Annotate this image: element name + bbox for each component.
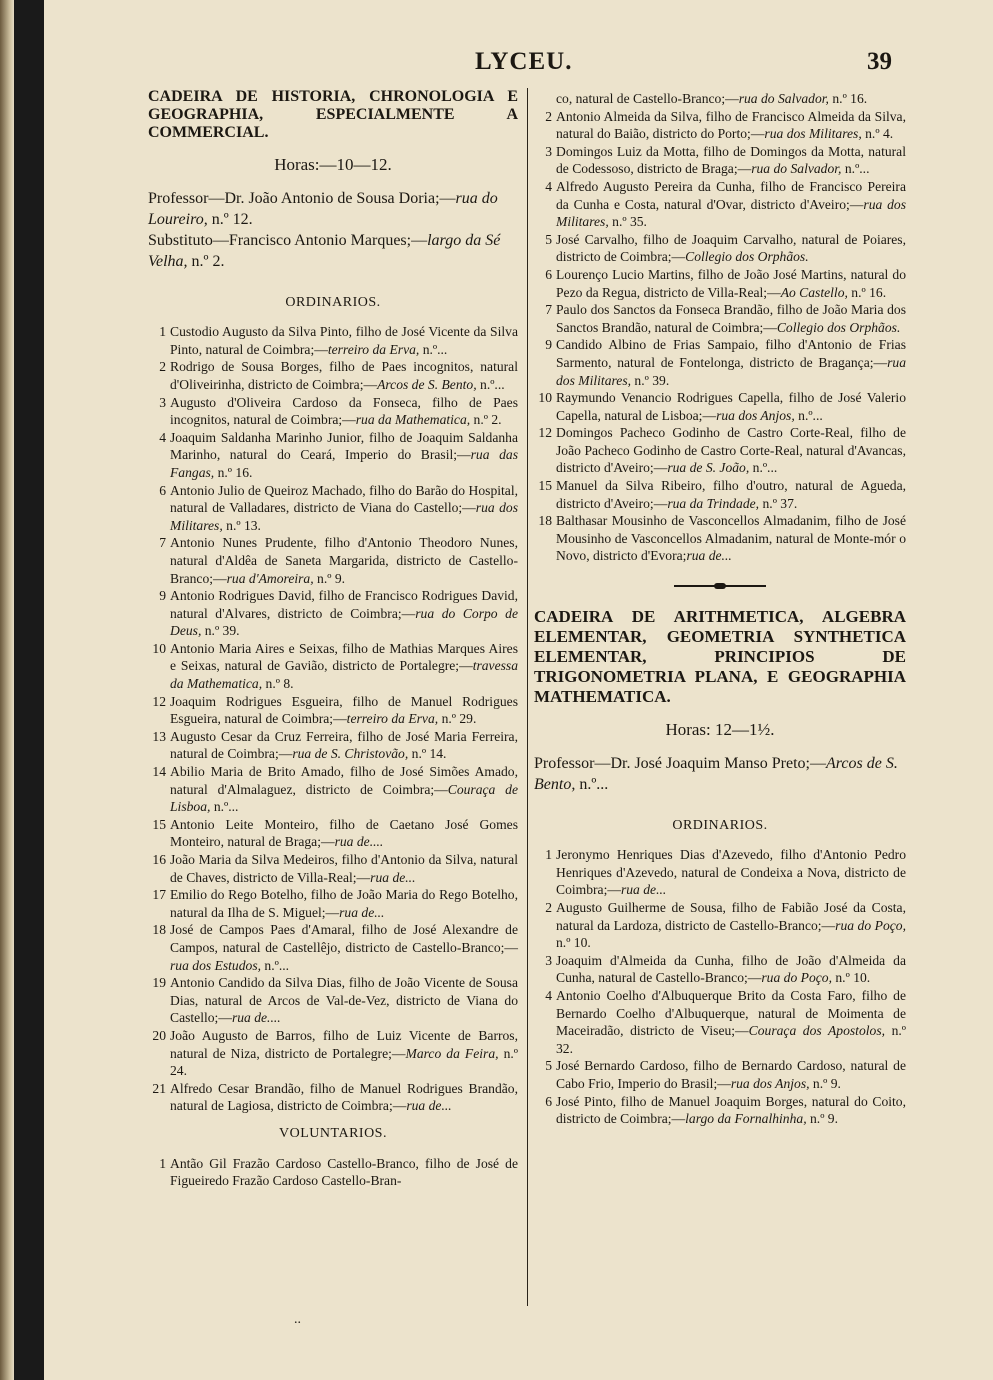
entry-number-suffix: n.º... xyxy=(210,799,239,815)
list-item xyxy=(148,693,518,728)
entry-number-suffix: n.º 8. xyxy=(262,676,294,692)
entry-address: rua da Mathematica, xyxy=(355,412,471,428)
entry-text: Antonio Rodrigues David, filho de Francisco Rodrigues David, natural d'Alvares, districto de Coimbra;— xyxy=(170,588,518,621)
entry-text: Lourenço Lucio Martins, filho de João José Martins, natural do Pezo da Regua, districto de Villa-Real;— xyxy=(556,266,906,300)
entry-number-suffix: n.º 16. xyxy=(214,464,253,480)
list-item xyxy=(534,231,906,266)
entry-address: rua de... xyxy=(620,882,667,898)
entry-text: José Bernardo Cardoso, filho de Bernardo Cardoso, natural de Cabo Frio, Imperio do Brasil;— xyxy=(556,1058,906,1091)
entry-address: rua de... xyxy=(686,548,732,564)
entry-number: 13 xyxy=(152,728,166,744)
ordinarios-list xyxy=(148,323,518,1115)
entry-address: Couraça dos Apostolos, xyxy=(748,1023,886,1039)
entry-number-suffix: n.º 37. xyxy=(759,495,798,511)
list-item xyxy=(534,178,906,231)
list-item xyxy=(148,1027,518,1080)
entry-address: terreiro da Erva, xyxy=(346,711,439,727)
entry-address: Marco da Feira, xyxy=(405,1045,499,1061)
entry-text: Domingos Pacheco Godinho de Castro Corte-Real, filho de João Pacheco Godinho de Castro Corte-Real, natural d'Avancas, districto d'Aveiro;— xyxy=(556,425,906,476)
entry-number-suffix: n.º 32. xyxy=(556,1023,907,1056)
entry-text: Antonio Leite Monteiro, filho de Caetano José Gomes Monteiro, natural de Braga;— xyxy=(170,816,518,850)
list-item xyxy=(148,763,518,816)
entry-number: 9 xyxy=(159,588,166,604)
entry-number: 6 xyxy=(545,1093,552,1109)
list-item xyxy=(534,424,906,477)
entry-address: rua dos Militares, xyxy=(764,126,862,142)
list-item xyxy=(534,846,906,899)
running-head: LYCEU. xyxy=(475,48,573,75)
entry-number-suffix: n.º... xyxy=(841,161,870,177)
entry-text: Alfredo Augusto Pereira da Cunha, filho de Francisco Pereira da Cunha e Costa, natural d'Ovar, districto d'Aveiro;— xyxy=(556,178,906,212)
list-item xyxy=(148,358,518,393)
right-column xyxy=(534,90,906,1128)
entry-number: 1 xyxy=(159,1155,166,1171)
entry-number-suffix: n.º... xyxy=(749,460,778,476)
page-number: 39 xyxy=(867,48,892,75)
entry-text: Joaquim Saldanha Marinho Junior, filho de Joaquim Saldanha Marinho, natural do Ceará, Imperio do Brasil;— xyxy=(170,429,518,463)
entry-number: 1 xyxy=(159,324,166,340)
entry-address: rua do Poço, xyxy=(761,970,832,986)
entry-address: largo da Fornalhinha, xyxy=(685,1111,807,1127)
entry-address: rua dos Anjos, xyxy=(716,407,795,423)
entry-address: rua de S. Christovão, xyxy=(292,746,409,762)
entry-address: Ao Castello, xyxy=(780,284,848,300)
entry-address: terreiro da Erva, xyxy=(327,341,420,357)
entry-number: 10 xyxy=(152,640,166,656)
list-item xyxy=(534,899,906,952)
list-item xyxy=(534,336,906,389)
entry-number-suffix: n.º 16. xyxy=(847,284,887,300)
entry-number: 15 xyxy=(538,478,552,494)
entry-number: 12 xyxy=(152,693,166,709)
entry-number-suffix: n.º 10. xyxy=(556,935,591,951)
list-item xyxy=(148,974,518,1027)
entry-address: rua de.... xyxy=(334,834,384,850)
entry-number-suffix: n.º... xyxy=(476,376,505,392)
entry-number: 6 xyxy=(545,266,552,282)
entry-number: 18 xyxy=(538,513,552,529)
entry-text: Joaquim Rodrigues Esgueira, filho de Manuel Rodrigues Esgueira, natural de Coimbra;— xyxy=(170,693,518,727)
professor-line: Professor—Dr. João Antonio de Sousa Doria;—rua do Loureiro, n.º 12. Substituto—Francisco Antonio Marques;—largo da Sé Velha, n.º 2. xyxy=(148,189,501,270)
list-item xyxy=(148,851,518,886)
entry-number-suffix: n.º 24. xyxy=(170,1045,518,1079)
entry-number: 7 xyxy=(159,535,166,551)
list-item xyxy=(534,389,906,424)
entry-text: Antonio Candido da Silva Dias, filho de João Vicente de Sousa Dias, natural de Arcos de Val-de-Vez, districto de Viana do Castello;— xyxy=(170,975,518,1026)
entry-number: 5 xyxy=(545,1058,552,1074)
left-column xyxy=(148,88,518,1190)
book-spine xyxy=(0,0,14,1380)
entry-text: Paulo dos Sanctos da Fonseca Brandão, filho de João Maria dos Sanctos Brandão, natural de Coimbra;— xyxy=(556,302,906,335)
list-item: co, natural de Castello-Branco;—rua do Salvador, n.º 16. xyxy=(556,91,868,106)
entry-number: 7 xyxy=(545,302,552,318)
entry-number: 10 xyxy=(538,390,552,406)
entry-number: 1 xyxy=(545,847,552,863)
column-rule xyxy=(527,88,528,1306)
entry-number: 9 xyxy=(545,337,552,353)
list-item xyxy=(148,587,518,640)
professor-line: Professor—Dr. José Joaquim Manso Preto;—Arcos de S. Bento, n.º... xyxy=(534,754,898,793)
entry-text: José Carvalho, filho de Joaquim Carvalho, natural de Poiares, districto de Coimbra;— xyxy=(556,231,906,265)
entry-text: João Augusto de Barros, filho de Luiz Vicente de Barros, natural de Niza, districto de Portalegre;— xyxy=(170,1027,518,1061)
entry-address: rua de... xyxy=(339,904,385,920)
entry-address: Couraça de Lisboa, xyxy=(170,781,518,815)
list-item xyxy=(148,921,518,974)
list-item xyxy=(534,143,906,178)
entry-text: Custodio Augusto da Silva Pinto, filho de José Vicente da Silva Pinto, natural de Coimbra;— xyxy=(170,324,518,357)
list-item xyxy=(148,640,518,693)
entry-number: 3 xyxy=(159,394,166,410)
entry-text: Emilio do Rego Botelho, filho de João Maria do Rego Botelho, natural da Ilha de S. Miguel;— xyxy=(170,887,518,920)
entry-number-suffix: n.º... xyxy=(419,341,448,357)
entry-number: 16 xyxy=(152,852,166,867)
list-item xyxy=(534,477,906,512)
entry-number: 3 xyxy=(545,143,552,159)
entry-text: Antonio Coelho d'Albuquerque Brito da Costa Faro, filho de Bernardo Coelho d'Albuquerque, natural de Moimenta de Maceiradão, districto de Viseu;— xyxy=(556,987,906,1039)
voluntarios-list xyxy=(534,108,906,565)
list-item xyxy=(148,816,518,851)
divider xyxy=(534,583,906,589)
entry-address: travessa da Mathematica, xyxy=(170,658,518,692)
list-item xyxy=(148,886,518,921)
entry-number-suffix: n.º 9. xyxy=(806,1111,838,1127)
entry-number-suffix: n.º 13. xyxy=(222,517,261,533)
entry-number-suffix: n.º 29. xyxy=(438,711,477,727)
section-title: CADEIRA DE ARITHMETICA, ALGEBRA ELEMENTAR, GEOMETRIA SYNTHETICA ELEMENTAR, PRINCIPIOS DE TRIGONOMETRIA PLANA, E GEOGRAPHIA MATHEMATICA. xyxy=(534,607,906,707)
entry-address: Collegio dos Orphãos. xyxy=(685,249,809,265)
entry-text: Antonio Maria Aires e Seixas, filho de Mathias Marques Aires e Seixas, natural de Gavião, districto de Portalegre;— xyxy=(170,640,518,674)
list-item xyxy=(148,1155,518,1190)
entry-text: Antão Gil Frazão Cardoso Castello-Branco, filho de José de Figueiredo Frazão Cardoso Castello-Bran- xyxy=(170,1155,518,1189)
entry-number-suffix: n.º 14. xyxy=(408,746,447,762)
entry-number-suffix: n.º 4. xyxy=(861,126,894,142)
entry-number-suffix: n.º... xyxy=(261,957,290,973)
list-item xyxy=(148,482,518,535)
entry-number: 15 xyxy=(152,816,166,832)
entry-number: 4 xyxy=(545,987,552,1003)
entry-address: rua dos Militares, xyxy=(556,196,906,230)
entry-number: 21 xyxy=(152,1080,166,1096)
list-item xyxy=(534,987,906,1057)
entry-number-suffix: n.º 39. xyxy=(631,372,670,388)
entry-text: Augusto Cesar da Cruz Ferreira, filho de José Maria Ferreira, natural de Coimbra;— xyxy=(170,728,518,762)
entry-number: 14 xyxy=(152,764,166,780)
footer-ellipsis: .. xyxy=(294,1312,301,1327)
entry-number: 3 xyxy=(545,952,552,968)
entry-address: rua dos Estudos, xyxy=(170,957,262,973)
entry-number: 6 xyxy=(159,482,166,498)
entry-address: rua do Salvador, xyxy=(751,161,842,177)
entry-text: Manuel da Silva Ribeiro, filho d'outro, natural de Agueda, districto d'Aveiro;— xyxy=(556,478,906,511)
list-item xyxy=(148,429,518,482)
entry-text: Alfredo Cesar Brandão, filho de Manuel Rodrigues Brandão, natural de Lagiosa, districto de Coimbra;— xyxy=(170,1080,518,1114)
entry-text: José Pinto, filho de Manuel Joaquim Borges, natural do Coito, districto de Coimbra;— xyxy=(556,1093,906,1127)
entry-text: Augusto d'Oliveira Cardoso da Fonseca, filho de Paes incognitos, natural de Coimbra;— xyxy=(170,394,518,428)
entry-text: Abilio Maria de Brito Amado, filho de José Simões Amado, natural d'Almalaguez, districto de Coimbra;— xyxy=(170,764,518,797)
section-title: CADEIRA DE HISTORIA, CHRONOLOGIA E GEOGRAPHIA, ESPECIALMENTE A COMMERCIAL. xyxy=(148,88,518,141)
entry-number-suffix: n.º 9. xyxy=(313,570,346,586)
ordinarios-list xyxy=(534,846,906,1128)
entry-text: Joaquim d'Almeida da Cunha, filho de João d'Almeida da Cunha, natural de Castello-Branco;— xyxy=(556,952,906,986)
entry-text: Augusto Guilherme de Sousa, filho de Fabião José da Costa, natural da Lardoza, districto de Castello-Branco;— xyxy=(556,900,906,933)
page-header xyxy=(44,48,993,78)
entry-number-suffix: n.º 2. xyxy=(470,412,502,428)
entry-number-suffix: n.º 9. xyxy=(809,1075,841,1091)
entry-address: rua da Trindade, xyxy=(667,495,760,511)
entry-number: 18 xyxy=(152,922,166,938)
entry-address: rua de S. João, xyxy=(667,460,750,476)
list-item xyxy=(148,394,518,429)
list-item xyxy=(148,323,518,358)
entry-address: Arcos de S. Bento, xyxy=(377,376,477,392)
entry-address: rua de... xyxy=(370,869,416,885)
entry-address: rua do Corpo de Deus, xyxy=(170,605,518,639)
entry-number-suffix: n.º... xyxy=(794,407,823,423)
entry-number: 17 xyxy=(152,887,166,903)
entry-text: Candido Albino de Frias Sampaio, filho d'Antonio de Frias Sarmento, natural de Fontelonga, districto de Bragança;— xyxy=(556,337,906,370)
entry-address: Collegio dos Orphãos. xyxy=(776,319,901,335)
list-item xyxy=(534,952,906,987)
list-item xyxy=(148,1080,518,1115)
entry-number-suffix: n.º 10. xyxy=(831,970,871,986)
list-item xyxy=(534,1093,906,1128)
entry-number-suffix: n.º 39. xyxy=(201,623,240,639)
list-item xyxy=(534,301,906,336)
entry-number: 2 xyxy=(545,108,552,124)
voluntarios-list xyxy=(148,1155,518,1190)
entry-text: Jeronymo Henriques Dias d'Azevedo, filho d'Antonio Pedro Henriques d'Azevedo, natural de Condeixa a Nova, districto de Coimbra;— xyxy=(556,847,906,898)
entry-number: 4 xyxy=(545,178,552,194)
list-item xyxy=(534,266,906,301)
entry-address: rua dos Militares, xyxy=(556,354,906,388)
entry-number-suffix: n.º 35. xyxy=(608,214,647,230)
list-item xyxy=(148,534,518,587)
entry-text: Rodrigo de Sousa Borges, filho de Paes incognitos, natural d'Oliveirinha, districto de Coimbra;— xyxy=(170,359,518,392)
substituto-line: Substituto—Francisco Antonio Marques;— xyxy=(148,231,428,249)
entry-address: rua de... xyxy=(406,1098,452,1114)
ordinarios-heading: ORDINARIOS. xyxy=(672,817,768,833)
entry-text: José de Campos Paes d'Amaral, filho de José Alexandre de Campos, natural de Castellêjo, districto de Castello-Branco;— xyxy=(170,922,518,955)
entry-address: rua dos Anjos, xyxy=(730,1075,810,1091)
list-item xyxy=(534,1057,906,1092)
page xyxy=(44,0,993,1380)
hours: Horas:—10—12. xyxy=(274,155,392,174)
entry-text: Balthasar Mousinho de Vasconcellos Almadanim, filho de José Mousinho de Vasconcellos Almadanim, natural de Monte-mór o Novo, districto d'Evora; xyxy=(556,513,906,564)
entry-number: 2 xyxy=(545,900,552,915)
hours: Horas: 12—1½. xyxy=(665,720,775,740)
entry-number: 4 xyxy=(159,429,166,445)
ordinarios-heading: ORDINARIOS. xyxy=(285,294,381,310)
entry-text: Raymundo Venancio Rodrigues Capella, filho de José Valerio Capella, natural de Lisboa;— xyxy=(556,390,906,423)
entry-text: Domingos Luiz da Motta, filho de Domingos da Motta, natural de Codessoso, districto de Braga;— xyxy=(556,143,906,177)
entry-text: Antonio Julio de Queiroz Machado, filho do Barão do Hospital, natural de Valladares, districto de Viana do Castello;— xyxy=(170,482,518,516)
entry-address: rua das Fangas, xyxy=(170,447,518,480)
entry-number: 2 xyxy=(159,359,166,375)
entry-number: 12 xyxy=(538,425,552,441)
list-item xyxy=(148,728,518,763)
entry-text: João Maria da Silva Medeiros, filho d'Antonio da Silva, natural de Chaves, districto de Villa-Real;— xyxy=(170,852,518,885)
voluntarios-heading: VOLUNTARIOS. xyxy=(279,1125,387,1141)
list-item xyxy=(534,512,906,565)
entry-address: rua dos Militares, xyxy=(170,500,518,533)
entry-address: rua de.... xyxy=(231,1010,281,1026)
list-item xyxy=(534,108,906,143)
entry-text: Antonio Almeida da Silva, filho de Francisco Almeida da Silva, natural do Baião, districto do Porto;— xyxy=(556,108,906,142)
entry-number: 20 xyxy=(152,1027,166,1043)
entry-address: rua d'Amoreira, xyxy=(226,570,314,586)
entry-number: 5 xyxy=(545,231,552,247)
entry-text: Antonio Nunes Prudente, filho d'Antonio Theodoro Nunes, natural d'Aldêa de Saneta Margarida, districto de Castello-Branco;— xyxy=(170,535,518,586)
entry-number: 19 xyxy=(152,975,166,991)
entry-address: rua do Poço, xyxy=(835,917,906,933)
